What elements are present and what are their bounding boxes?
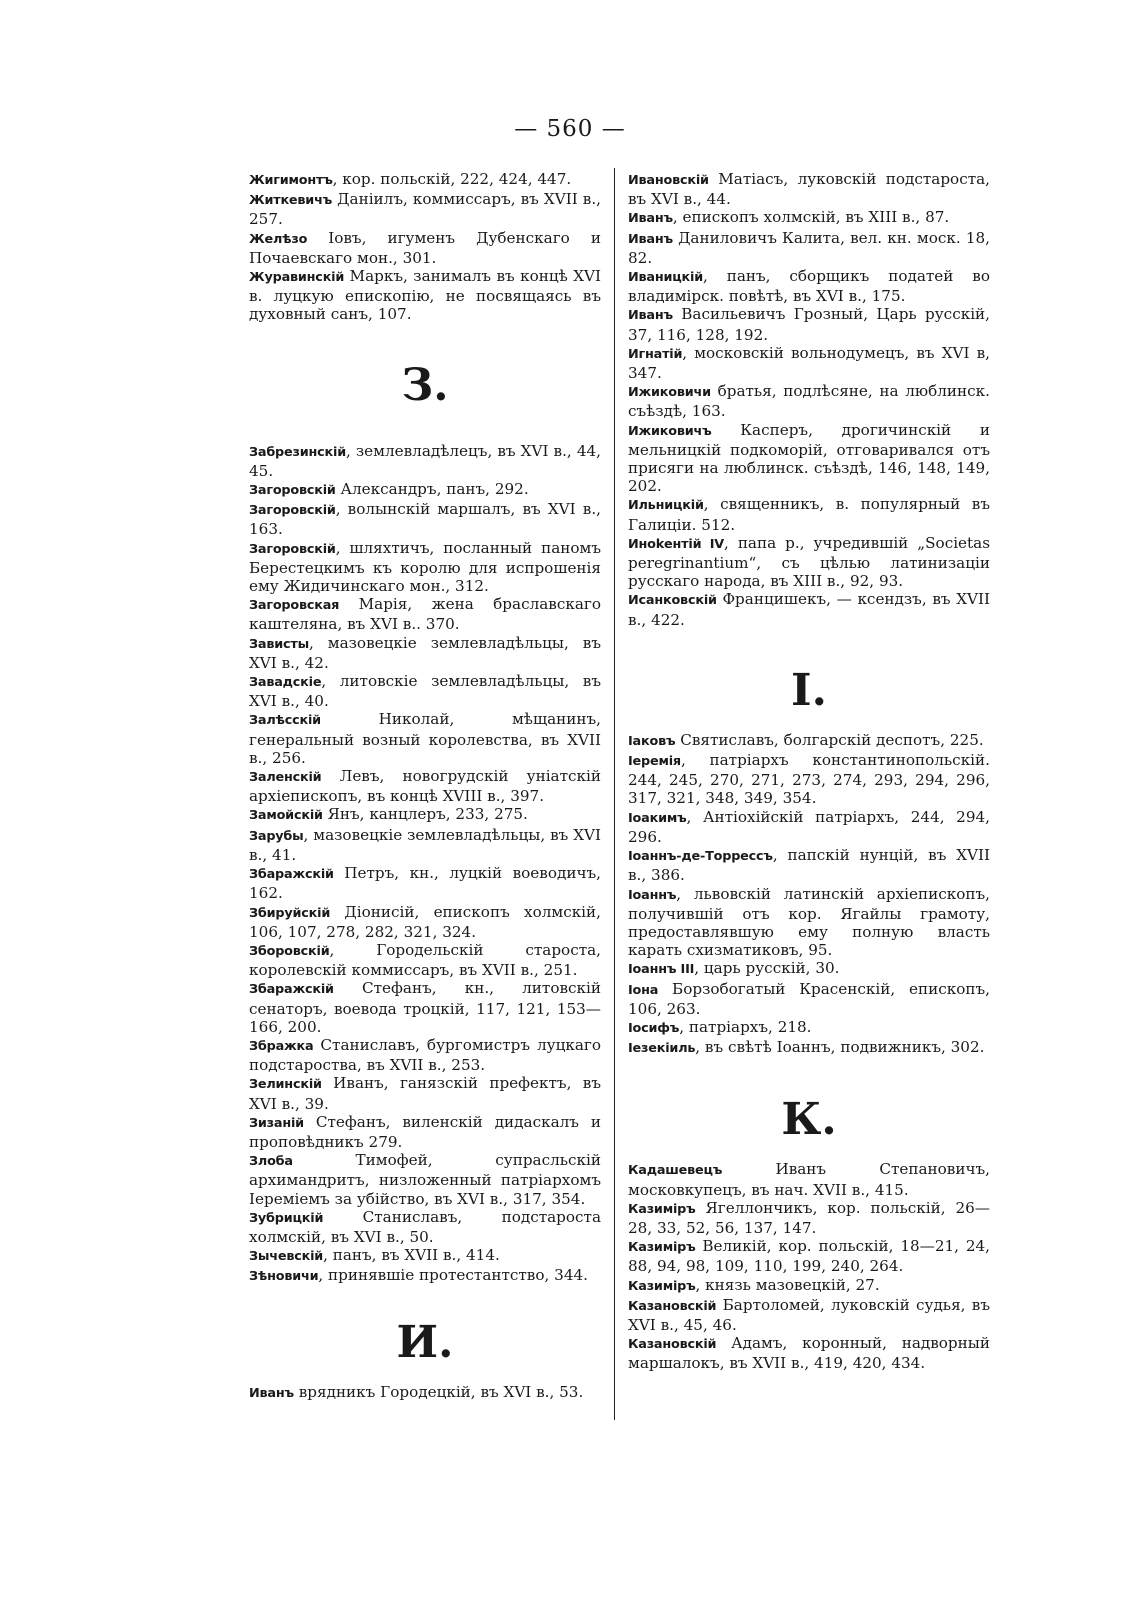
entry-text: братья, подлѣсяне, на люблинск. съѣздѣ, 163.	[628, 382, 990, 421]
index-entry	[628, 421, 990, 496]
entry-headword: Житкевичъ	[249, 193, 333, 209]
entry-text: Ягеллончикъ, кор. польскій, 26—28, 33, 52, 56, 137, 147.	[628, 1198, 990, 1237]
entry-text: Александръ, панъ, 292.	[335, 480, 529, 499]
entry-headword: Іеремія	[628, 754, 681, 770]
index-entry	[249, 442, 601, 480]
index-entry	[249, 1036, 601, 1074]
entry-headword: Збражка	[249, 1038, 314, 1054]
entry-headword: Загоровскій	[249, 503, 336, 519]
index-entry	[249, 539, 601, 596]
entry-headword: Загоровскій	[249, 483, 336, 499]
index-entry	[628, 846, 990, 884]
entry-text: Николай, мѣщанинъ, генеральный возный королевства, въ XVII в., 256.	[249, 710, 601, 767]
entry-text: Касперъ, дрогичинскій и мельницкій подкоморій, отговаривался отъ присяги на люблинск. съѣздѣ, 146, 148, 149, 202.	[628, 420, 990, 496]
entry-headword: Казиміръ	[628, 1201, 696, 1217]
entry-text: Тимофей, супрасльскій архимандритъ, низложенный патріархомъ Іереміемъ за убійство, въ XVI в., 317, 354.	[249, 1151, 601, 1208]
entry-headword: Иванъ	[628, 231, 673, 247]
entry-headword: Загоровскій	[249, 541, 336, 557]
entry-text: , священникъ, в. популярный въ Галиціи. 512.	[628, 495, 990, 534]
entry-text: Янъ, канцлеръ, 233, 275.	[322, 805, 528, 824]
entry-headword: Казиміръ	[628, 1278, 696, 1294]
entry-headword: Ижиковичъ	[628, 423, 712, 439]
index-entry	[628, 1038, 990, 1058]
entry-text: , принявшіе протестантство, 344.	[318, 1266, 588, 1285]
index-entry	[249, 595, 601, 633]
entry-text: , папскій нунцій, въ XVII в., 386.	[628, 846, 990, 885]
section-letter-i: И.	[396, 1316, 454, 1368]
entry-headword: Иноkентій IV	[628, 536, 725, 552]
entry-text: Францишекъ, — ксендзъ, въ XVII в., 422.	[628, 590, 990, 629]
index-entry	[249, 1266, 601, 1286]
index-entry	[249, 1074, 601, 1112]
entry-text: Петръ, кн., луцкій воеводичъ, 162.	[249, 864, 601, 903]
entries-z	[249, 442, 601, 1287]
entry-text: Иванъ, ганязскій префектъ, въ XVI в., 39.	[249, 1074, 601, 1113]
index-entry	[628, 495, 990, 533]
entries-zh	[249, 170, 601, 324]
index-entry	[628, 267, 990, 305]
index-entry	[249, 1208, 601, 1246]
index-entry	[249, 1113, 601, 1151]
index-entry	[249, 634, 601, 672]
index-entry	[628, 1237, 990, 1275]
entry-headword: Заленскій	[249, 770, 322, 786]
index-entry	[249, 267, 601, 324]
index-entry	[628, 808, 990, 846]
index-entry	[249, 190, 601, 228]
entry-headword: Желѣзо	[249, 231, 308, 247]
entry-headword: Зелинскій	[249, 1077, 322, 1093]
entry-headword: Замойскій	[249, 808, 323, 824]
entry-headword: Забрезинскій	[249, 444, 346, 460]
right-column	[628, 170, 990, 1373]
index-entry	[628, 534, 990, 591]
index-entry	[628, 751, 990, 808]
index-entry	[249, 1151, 601, 1208]
entry-text: , Городельскій староста, королевскій коммиссаръ, въ XVII в., 251.	[249, 940, 601, 980]
entry-headword: Загоровская	[249, 598, 340, 614]
entry-headword: Иваницкій	[628, 270, 703, 286]
entry-text: , князь мазовецкій, 27.	[695, 1275, 880, 1294]
entry-text: , волынскій маршалъ, въ XVI в., 163.	[249, 500, 601, 539]
entry-headword: Казановскій	[628, 1337, 717, 1353]
index-entry	[249, 500, 601, 538]
entry-headword: Залѣсскій	[249, 713, 321, 729]
entry-headword: Зубрицкій	[249, 1210, 324, 1226]
entry-headword: Завадскіе	[249, 675, 322, 691]
entry-text: , царь русскій, 30.	[694, 959, 840, 978]
entry-text: , литовскіе землевладѣльцы, въ XVI в., 40.	[249, 672, 601, 711]
entry-headword: Іаковъ	[628, 733, 676, 749]
entry-text: Великій, кор. польскій, 18—21, 24, 88, 94, 98, 109, 110, 199, 240, 264.	[628, 1237, 990, 1276]
index-entry	[628, 382, 990, 420]
entries-decimal-i	[628, 731, 990, 1058]
entry-text: Марія, жена браславскаго каштеляна, въ XVI в.. 370.	[249, 595, 601, 634]
entry-text: , львовскій латинскій архіепископъ, получившій отъ кор. Ягайлы грамоту, предоставлявшую ему полную власть карать схизматиковъ, 95.	[628, 884, 990, 960]
entry-headword: Иванъ	[628, 308, 673, 324]
entry-text: Борзобогатый Красенскій, епископъ, 106, 263.	[628, 979, 990, 1018]
entry-headword: Зѣновичи	[249, 1269, 319, 1285]
entry-text: , Антіохійскій патріархъ, 244, 294, 296.	[628, 807, 990, 846]
index-entry	[628, 208, 990, 228]
entry-text: Іовъ, игуменъ Дубенскаго и Почаевскаго мон., 301.	[249, 228, 601, 267]
entry-text: , мазовецкіе землевладѣльцы, въ XVI в., 42.	[249, 633, 601, 672]
entry-text: врядникъ Городецкій, въ XVI в., 53.	[293, 1382, 584, 1401]
entry-headword: Зарубы	[249, 828, 304, 844]
index-entry	[628, 959, 990, 979]
entries-i-cont	[628, 170, 990, 629]
entry-headword: Зычевскій	[249, 1249, 324, 1265]
entry-text: Левъ, новогрудскій уніатскій архіепископъ, въ концѣ XVIII в., 397.	[249, 767, 601, 806]
index-entry	[249, 979, 601, 1036]
index-entry	[249, 826, 601, 864]
entry-text: , мазовецкіе землевладѣльцы, въ XVI в., 41.	[249, 825, 601, 864]
index-entry	[249, 767, 601, 805]
entry-text: Діонисій, епископъ холмскій, 106, 107, 278, 282, 321, 324.	[249, 902, 601, 941]
index-entry	[249, 903, 601, 941]
entry-text: Матіасъ, луковскій подстароста, въ XVI в., 44.	[628, 170, 990, 209]
index-entry	[628, 885, 990, 960]
entry-headword: Іоаннъ	[628, 887, 677, 903]
entry-headword: Злоба	[249, 1154, 293, 1170]
index-entry	[628, 229, 990, 267]
entry-text: Иванъ Степановичъ, московкупецъ, въ нач. XVII в., 415.	[628, 1160, 990, 1199]
entry-headword: Казановскій	[628, 1298, 717, 1314]
index-entry	[249, 805, 601, 825]
entry-headword: Исанковскій	[628, 593, 717, 609]
page-number: — 560 —	[514, 116, 626, 142]
entry-headword: Ижиковичи	[628, 385, 711, 401]
entry-headword: Журавинскій	[249, 270, 345, 286]
index-entry	[249, 480, 601, 500]
index-entry	[249, 672, 601, 710]
entry-text: Даніилъ, коммиссаръ, въ XVII в., 257.	[249, 190, 601, 229]
index-entry	[628, 344, 990, 382]
entry-text: Стефанъ, виленскій дидаскалъ и проповѣдникъ 279.	[249, 1112, 601, 1151]
entry-text: , шляхтичъ, посланный паномъ Берестецкимъ къ королю для испрошенія ему Жидичинскаго мон., 312.	[249, 538, 601, 596]
entry-headword: Зизаній	[249, 1115, 304, 1131]
index-entry	[628, 980, 990, 1018]
index-entry	[628, 1276, 990, 1296]
entry-headword: Зависты	[249, 636, 309, 652]
entry-text: , кор. польскій, 222, 424, 447.	[332, 170, 572, 188]
entry-text: Станиславъ, подстароста холмскій, въ XVI в., 50.	[249, 1207, 601, 1246]
index-entry	[249, 170, 601, 190]
section-letter-decimal-i: І.	[791, 664, 827, 716]
index-entry	[249, 229, 601, 267]
entry-headword: Іоакимъ	[628, 810, 687, 826]
left-column	[249, 170, 601, 1403]
index-entry	[628, 1334, 990, 1372]
entry-headword: Зборовскій	[249, 943, 330, 959]
entry-headword: Кадашевецъ	[628, 1163, 723, 1179]
entries-k	[628, 1160, 990, 1372]
entries-i	[249, 1383, 601, 1403]
entry-text: , панъ, въ XVII в., 414.	[323, 1246, 500, 1265]
entry-headword: Ильницкій	[628, 498, 704, 514]
index-entry	[628, 1199, 990, 1237]
entry-text: , папа р., учредившій „Societas peregrinantium“, съ цѣлью латинизаціи русскаго народа, въ XIII в., 92, 93.	[628, 533, 990, 591]
entry-text: , патріархъ, 218.	[679, 1017, 812, 1036]
entry-text: , московскій вольнодумецъ, въ XVI в, 347.	[628, 343, 990, 383]
entry-text: , епископъ холмскій, въ XIII в., 87.	[672, 208, 950, 227]
index-entry	[628, 1296, 990, 1334]
entry-text: Святиславъ, болгарскій деспотъ, 225.	[675, 730, 984, 749]
index-entry	[249, 710, 601, 767]
entry-headword: Жигимонтъ	[249, 173, 333, 188]
entry-headword: Игнатій	[628, 346, 683, 362]
entry-headword: Иванъ	[628, 211, 673, 227]
entry-text: Адамъ, коронный, надворный маршалокъ, въ XVII в., 419, 420, 434.	[628, 1334, 990, 1373]
entry-headword: Збируйскій	[249, 905, 331, 921]
entry-text: , въ свѣтѣ Іоаннъ, подвижникъ, 302.	[695, 1038, 985, 1057]
entry-headword: Іоаннъ-де-Торрессъ	[628, 849, 773, 865]
section-letter-z: З.	[401, 359, 449, 411]
entry-headword: Иванъ	[249, 1385, 294, 1401]
index-entry	[249, 1246, 601, 1266]
section-letter-k: К.	[781, 1094, 837, 1146]
entry-text: Бартоломей, луковскій судья, въ XVI в., 45, 46.	[628, 1295, 990, 1334]
entry-headword: Збаражскій	[249, 867, 334, 883]
index-entry	[628, 731, 990, 751]
index-entry	[628, 1018, 990, 1038]
entry-text: Стефанъ, кн., литовскій сенаторъ, воевода троцкій, 117, 121, 153—166, 200.	[249, 979, 601, 1036]
entry-text: Даниловичъ Калита, вел. кн. моск. 18, 82.	[628, 228, 990, 267]
index-entry	[249, 864, 601, 902]
entry-headword: Збаражскій	[249, 982, 334, 998]
entry-headword: Казиміръ	[628, 1240, 696, 1256]
entry-text: Станиславъ, бургомистръ луцкаго подстароства, въ XVII в., 253.	[249, 1035, 601, 1075]
column-divider	[614, 168, 615, 1420]
entry-text: , панъ, сборщикъ податей во владимірск. повѣтѣ, въ XVI в., 175.	[628, 267, 990, 306]
entry-text: Маркъ, занималъ въ концѣ XVI в. луцкую епископію, не посвящаясь въ духовный санъ, 107.	[249, 267, 601, 324]
index-entry	[628, 305, 990, 343]
entry-headword: Іоаннъ III	[628, 962, 695, 978]
index-entry	[628, 1160, 990, 1198]
entry-headword: Іосифъ	[628, 1020, 680, 1036]
index-entry	[628, 170, 990, 208]
entry-text: , землевладѣлецъ, въ XVI в., 44, 45.	[249, 441, 601, 480]
entry-headword: Іезекіиль	[628, 1041, 696, 1057]
index-entry	[628, 590, 990, 628]
entry-text: , патріархъ константинопольскій. 244, 245, 270, 271, 273, 274, 293, 294, 296, 317, 321, 348, 349, 354.	[628, 751, 990, 808]
entry-headword: Ивановскій	[628, 173, 709, 188]
entry-headword: Іона	[628, 982, 659, 998]
index-entry	[249, 941, 601, 979]
index-entry	[249, 1383, 601, 1403]
entry-text: Васильевичъ Грозный, Царь русскій, 37, 116, 128, 192.	[628, 305, 990, 344]
